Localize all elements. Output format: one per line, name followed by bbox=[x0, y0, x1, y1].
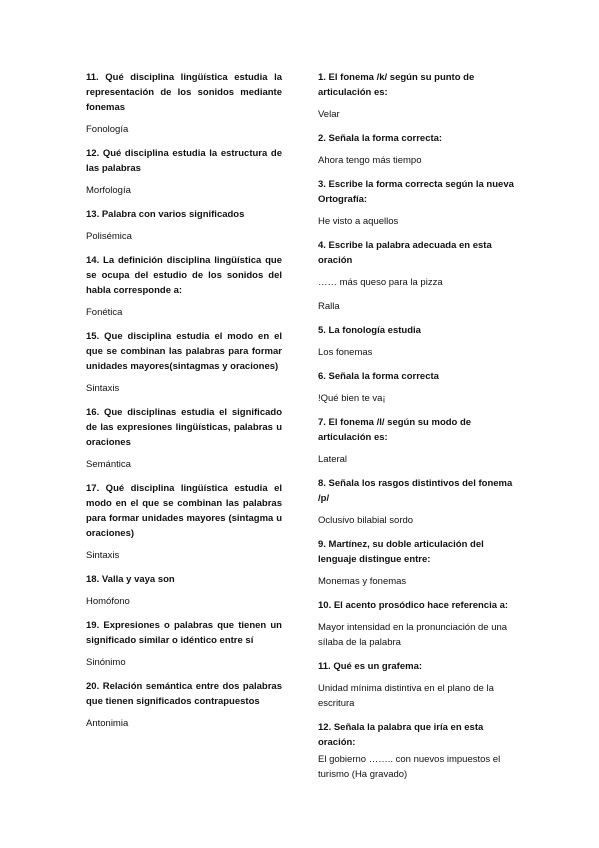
qa-item bbox=[318, 537, 514, 589]
qa-item bbox=[86, 70, 282, 137]
question: 11. Qué es un grafema: bbox=[318, 661, 423, 672]
answer: Velar bbox=[318, 109, 340, 120]
answer: Unidad mínima distintiva en el plano de la escritura bbox=[318, 683, 494, 709]
qa-item bbox=[318, 70, 514, 122]
question: 11. Qué disciplina lingüística estudia la representación de los sonidos mediante fonemas bbox=[86, 72, 282, 113]
qa-item bbox=[318, 720, 514, 782]
qa-item bbox=[318, 598, 514, 650]
right-column bbox=[318, 70, 514, 791]
question: 9. Martínez, su doble articulación del lenguaje distingue entre: bbox=[318, 539, 484, 565]
answer: Sinónimo bbox=[86, 657, 126, 668]
question: 18. Valla y vaya son bbox=[86, 574, 175, 585]
qa-item bbox=[318, 131, 514, 168]
question: 15. Que disciplina estudia el modo en el que se combinan las palabras para formar unidades mayores(sintagmas y oraciones) bbox=[86, 331, 282, 372]
answer: Oclusivo bilabial sordo bbox=[318, 515, 414, 526]
qa-item bbox=[86, 481, 282, 563]
question: 7. El fonema /l/ según su modo de articulación es: bbox=[318, 417, 472, 443]
answer: Monemas y fonemas bbox=[318, 576, 407, 587]
qa-item bbox=[86, 618, 282, 670]
answer: Fonología bbox=[86, 124, 129, 135]
qa-item bbox=[318, 476, 514, 528]
question: 20. Relación semántica entre dos palabras que tienen significados contrapuestos bbox=[86, 681, 282, 707]
qa-item bbox=[86, 405, 282, 472]
qa-item bbox=[318, 415, 514, 467]
qa-item bbox=[86, 679, 282, 731]
question: 19. Expresiones o palabras que tienen un significado similar o idéntico entre sí bbox=[86, 620, 282, 646]
qa-item bbox=[318, 369, 514, 406]
answer: !Qué bien te va¡ bbox=[318, 393, 386, 404]
qa-item bbox=[86, 146, 282, 198]
answer: Morfología bbox=[86, 185, 131, 196]
qa-item bbox=[318, 323, 514, 360]
answer: Semántica bbox=[86, 459, 131, 470]
question: 4. Escribe la palabra adecuada en esta oración bbox=[318, 240, 492, 266]
question: 14. La definición disciplina lingüística que se ocupa del estudio de los sonidos del habla corresponde a: bbox=[86, 255, 282, 296]
answer: Polisémica bbox=[86, 231, 132, 242]
qa-item bbox=[86, 207, 282, 244]
qa-item bbox=[318, 177, 514, 229]
answer: Los fonemas bbox=[318, 347, 373, 358]
question: 2. Señala la forma correcta: bbox=[318, 133, 443, 144]
qa-item bbox=[86, 253, 282, 320]
question: 13. Palabra con varios significados bbox=[86, 209, 245, 220]
answer: Ahora tengo más tiempo bbox=[318, 155, 422, 166]
qa-item bbox=[318, 659, 514, 711]
question: 12. Qué disciplina estudia la estructura de las palabras bbox=[86, 148, 282, 174]
question: 17. Qué disciplina lingüística estudia el modo en el que se combinan las palabras para formar unidades mayores (sintagma u oraciones) bbox=[86, 483, 282, 539]
answer: Ralla bbox=[318, 301, 340, 312]
answer: Lateral bbox=[318, 454, 348, 465]
answer: …… más queso para la pizza bbox=[318, 277, 443, 288]
answer: Fonética bbox=[86, 307, 123, 318]
question: 16. Que disciplinas estudia el significado de las expresiones lingüísticas, palabras u oraciones bbox=[86, 407, 282, 448]
question: 10. El acento prosódico hace referencia a: bbox=[318, 600, 509, 611]
qa-item bbox=[86, 329, 282, 396]
left-column bbox=[86, 70, 282, 740]
answer: He visto a aquellos bbox=[318, 216, 399, 227]
answer: Homófono bbox=[86, 596, 130, 607]
question: 6. Señala la forma correcta bbox=[318, 371, 439, 382]
qa-item bbox=[318, 238, 514, 314]
qa-item bbox=[86, 572, 282, 609]
question: 12. Señala la palabra que iría en esta oración: bbox=[318, 722, 484, 748]
answer: Sintaxis bbox=[86, 550, 120, 561]
answer: Sintaxis bbox=[86, 383, 120, 394]
question: 1. El fonema /k/ según su punto de articulación es: bbox=[318, 72, 475, 98]
answer: Mayor intensidad en la pronunciación de una sílaba de la palabra bbox=[318, 622, 508, 648]
question: 8. Señala los rasgos distintivos del fonema /p/ bbox=[318, 478, 513, 504]
answer: El gobierno …….. con nuevos impuestos el turismo (Ha gravado) bbox=[318, 754, 501, 780]
question: 3. Escribe la forma correcta según la nueva Ortografía: bbox=[318, 179, 514, 205]
question: 5. La fonología estudia bbox=[318, 325, 421, 336]
answer: Antonimia bbox=[86, 718, 129, 729]
